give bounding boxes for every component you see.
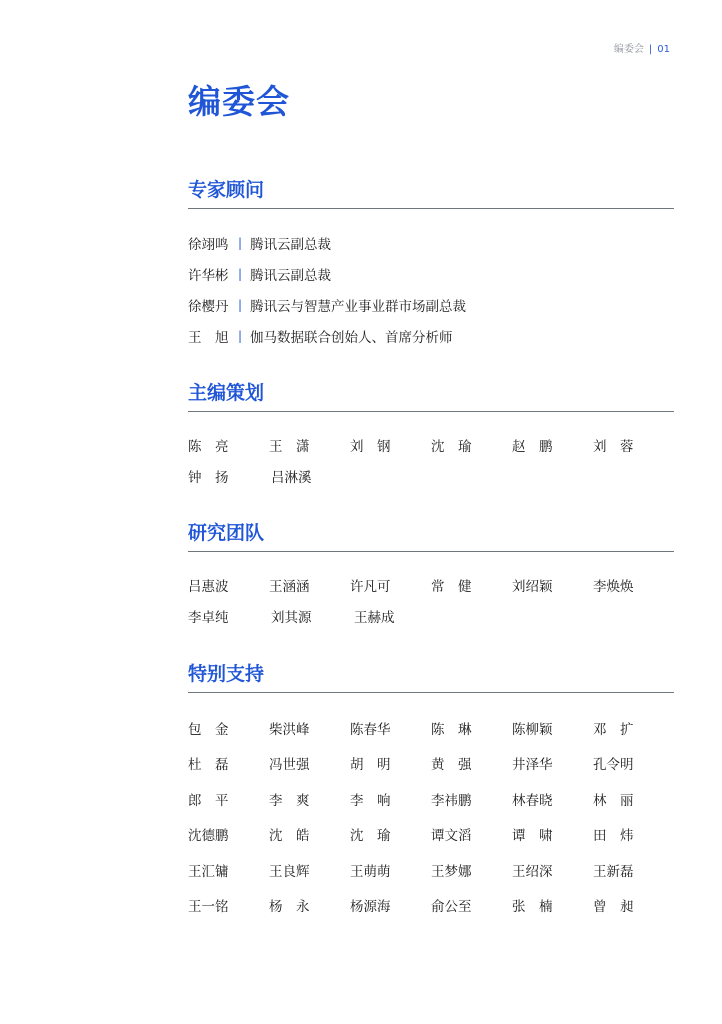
research-section-title: 研究团队 — [188, 522, 265, 544]
person-name: 张 楠 — [512, 899, 553, 916]
support-grid — [188, 710, 674, 923]
person-name: 王汇镛 — [188, 863, 229, 880]
expert-list — [188, 227, 674, 351]
page-title: 编委会 — [188, 82, 290, 121]
support-section — [188, 660, 674, 923]
name-row — [188, 817, 674, 853]
expert-role: 腾讯云副总裁 — [250, 267, 332, 284]
person-name: 胡 明 — [350, 757, 391, 774]
expert-row — [188, 258, 674, 289]
person-name: 李祎鹏 — [431, 792, 472, 809]
expert-name: 王 旭 — [188, 329, 229, 346]
research-section — [188, 519, 674, 631]
person-name: 柴洪峰 — [269, 721, 310, 738]
person-name: 沈 瑜 — [350, 828, 391, 845]
expert-name: 徐翊鸣 — [188, 236, 229, 253]
editors-section — [188, 379, 674, 491]
person-name: 俞公至 — [431, 899, 472, 916]
person-name: 沈 瑜 — [431, 438, 472, 455]
expert-role: 伽马数据联合创始人、首席分析师 — [250, 329, 453, 346]
person-name: 黄 强 — [431, 757, 472, 774]
person-name: 孔令明 — [593, 757, 634, 774]
expert-name: 许华彬 — [188, 267, 229, 284]
name-row — [188, 710, 674, 746]
person-name: 包 金 — [188, 721, 229, 738]
name-row — [188, 746, 674, 782]
section-divider — [188, 692, 674, 693]
person-name: 田 炜 — [593, 828, 634, 845]
page-number: 01 — [657, 44, 670, 55]
header-separator: | — [648, 44, 653, 55]
separator-bar: | — [238, 328, 243, 343]
name-row — [188, 600, 674, 631]
person-name: 王绍深 — [512, 863, 553, 880]
experts-section-title: 专家顾问 — [188, 179, 265, 201]
expert-role: 腾讯云副总裁 — [250, 236, 332, 253]
person-name: 邓 扩 — [593, 721, 634, 738]
expert-row — [188, 289, 674, 320]
person-name: 谭文滔 — [431, 828, 472, 845]
support-section-title: 特别支持 — [188, 663, 265, 685]
person-name: 刘 钢 — [350, 438, 391, 455]
person-name: 李 响 — [350, 792, 391, 809]
person-name: 王新磊 — [593, 863, 634, 880]
editors-grid — [188, 429, 674, 491]
expert-row — [188, 227, 674, 258]
person-name: 常 健 — [431, 578, 472, 595]
person-name: 冯世强 — [269, 757, 310, 774]
section-divider — [188, 411, 674, 412]
person-name: 王 潇 — [269, 438, 310, 455]
person-name: 沈德鹏 — [188, 828, 229, 845]
person-name: 沈 皓 — [269, 828, 310, 845]
person-name: 林 丽 — [593, 792, 634, 809]
separator-bar: | — [238, 235, 243, 250]
name-row — [188, 888, 674, 924]
person-name: 杨 永 — [269, 899, 310, 916]
person-name: 钟 扬 — [188, 469, 229, 486]
person-name: 王涵涵 — [269, 578, 310, 595]
person-name: 刘绍颖 — [512, 578, 553, 595]
person-name: 曾 昶 — [593, 899, 634, 916]
name-row — [188, 781, 674, 817]
separator-bar: | — [238, 266, 243, 281]
expert-row — [188, 320, 674, 351]
header-section-label: 编委会 — [613, 44, 644, 55]
research-grid — [188, 569, 674, 631]
person-name: 王良辉 — [269, 863, 310, 880]
person-name: 吕惠波 — [188, 578, 229, 595]
separator-bar: | — [238, 297, 243, 312]
person-name: 陈 琳 — [431, 721, 472, 738]
person-name: 李 爽 — [269, 792, 310, 809]
person-name: 赵 鹏 — [512, 438, 553, 455]
section-divider — [188, 208, 674, 209]
person-name: 谭 啸 — [512, 828, 553, 845]
person-name: 陈 亮 — [188, 438, 229, 455]
person-name: 刘其源 — [271, 609, 312, 626]
person-name: 王一铭 — [188, 899, 229, 916]
section-divider — [188, 551, 674, 552]
name-row — [188, 460, 674, 491]
person-name: 王赫成 — [354, 609, 395, 626]
person-name: 吕淋溪 — [271, 469, 312, 486]
expert-role: 腾讯云与智慧产业事业群市场副总裁 — [250, 298, 467, 315]
name-row — [188, 569, 674, 600]
person-name: 许凡可 — [350, 578, 391, 595]
person-name: 李卓纯 — [188, 609, 229, 626]
name-row — [188, 429, 674, 460]
person-name: 杜 磊 — [188, 757, 229, 774]
person-name: 井泽华 — [512, 757, 553, 774]
person-name: 杨源海 — [350, 899, 391, 916]
person-name: 陈春华 — [350, 721, 391, 738]
person-name: 王萌萌 — [350, 863, 391, 880]
editors-section-title: 主编策划 — [188, 382, 265, 404]
person-name: 王梦娜 — [431, 863, 472, 880]
person-name: 陈柳颖 — [512, 721, 553, 738]
page-header — [614, 40, 670, 55]
person-name: 林春晓 — [512, 792, 553, 809]
person-name: 郎 平 — [188, 792, 229, 809]
person-name: 刘 蓉 — [593, 438, 634, 455]
person-name: 李焕焕 — [593, 578, 634, 595]
name-row — [188, 852, 674, 888]
expert-name: 徐樱丹 — [188, 298, 229, 315]
experts-section — [188, 176, 674, 351]
